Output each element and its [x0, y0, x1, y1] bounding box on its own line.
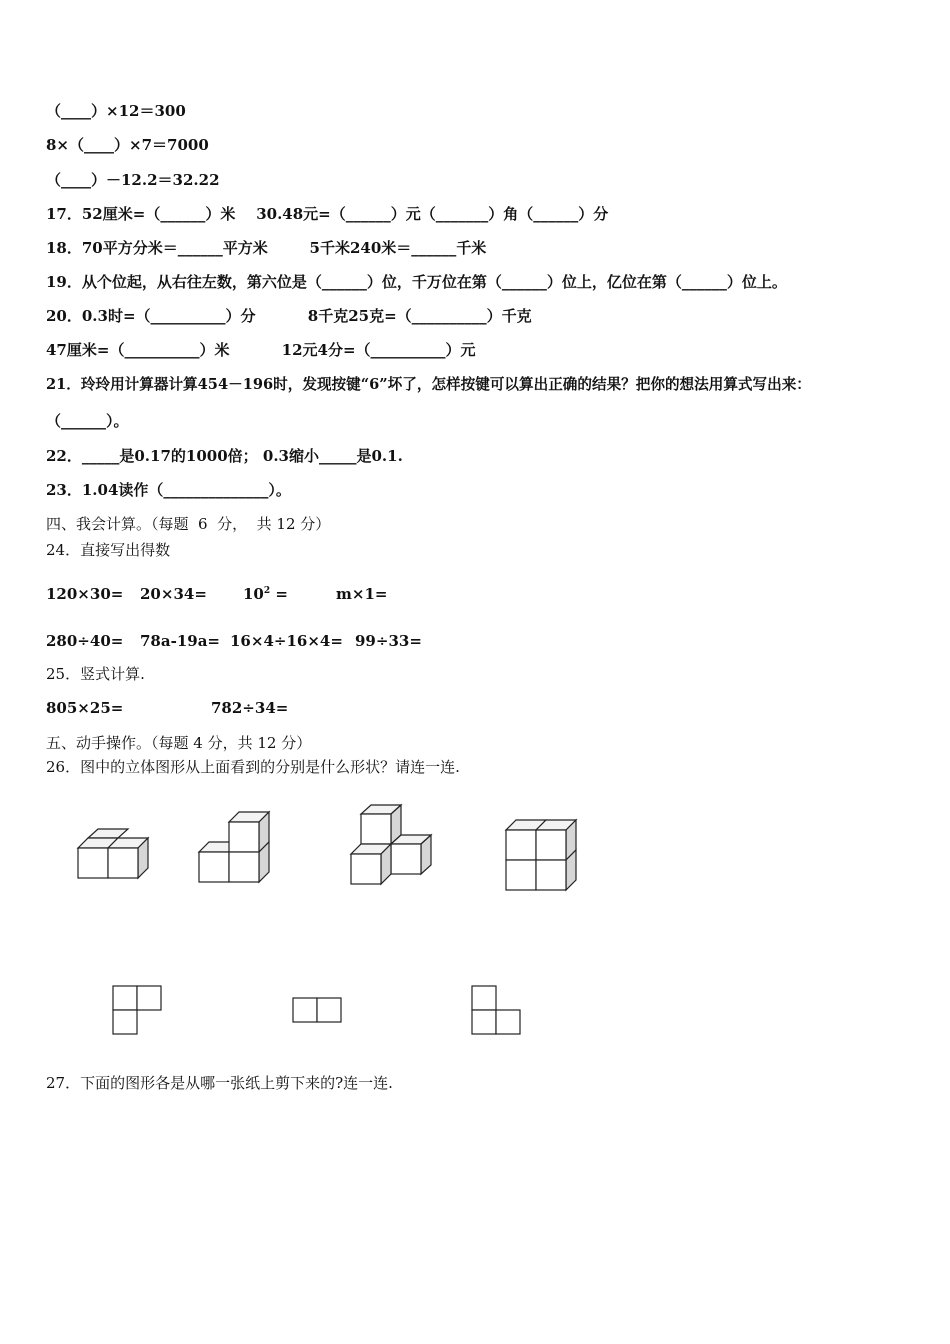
question-18: 18．70平方分米＝______平方米 5千米240米＝______千米	[46, 239, 487, 257]
section-4-heading: 四、我会计算。（每题 6 分， 共 12 分）	[46, 515, 331, 533]
calc-78a-19a: 78a-19a=	[140, 632, 220, 650]
calc-16x4-div: 16×4÷16×4=	[230, 632, 343, 650]
equation-line-3: （____）－12.2＝32.22	[46, 171, 220, 189]
question-19: 19．从个位起，从右往左数，第六位是（______）位，千万位在第（______）位上，亿位在第（______）位上。	[46, 273, 787, 291]
question-24: 24．直接写出得数	[46, 541, 171, 559]
solid-figure-1	[78, 829, 148, 878]
question-27: 27．下面的图形各是从哪一张纸上剪下来的?连一连.	[46, 1074, 393, 1092]
calc-805x25: 805×25=	[46, 699, 124, 717]
solid-figure-4	[506, 820, 576, 890]
calc-20x34: 20×34=	[140, 585, 207, 603]
calc-99-div-33: 99÷33=	[355, 632, 422, 650]
question-20: 20．0.3时=（__________）分 8千克25克=（__________）千克	[46, 307, 532, 325]
calc-280-div-40: 280÷40=	[46, 632, 124, 650]
question-21: 21．玲玲用计算器计算454－196时，发现按键“6”坏了，怎样按键可以算出正确的结果？把你的想法用算式写出来：	[46, 376, 811, 393]
calc-120x30: 120×30=	[46, 585, 124, 603]
calc-782-div-34: 782÷34=	[211, 699, 289, 717]
solid-figure-2	[199, 812, 269, 882]
top-view-1	[113, 986, 161, 1034]
equation-line-2: 8×（____）×7＝7000	[46, 136, 209, 154]
calc-m-times-1: m×1=	[336, 585, 388, 603]
question-26: 26．图中的立体图形从上面看到的分别是什么形状？请连一连.	[46, 758, 460, 776]
question-20-line-2: 47厘米=（__________）米 12元4分=（__________）元	[46, 341, 476, 359]
equation-line-1: （____）×12＝300	[46, 102, 186, 120]
question-21-answer: （______）。	[46, 412, 129, 430]
section-5-heading: 五、动手操作。（每题 4 分，共 12 分）	[46, 734, 312, 752]
top-view-2	[293, 998, 341, 1022]
question-17: 17．52厘米=（______）米 30.48元=（______）元（_______）角（______）分	[46, 205, 609, 223]
question-22: 22．_____是0.17的1000倍； 0.3缩小_____是0.1.	[46, 447, 403, 465]
top-view-3	[472, 986, 520, 1034]
question-25: 25．竖式计算.	[46, 665, 145, 683]
question-23: 23．1.04读作（______________）。	[46, 481, 291, 499]
solid-figure-3	[351, 805, 431, 884]
calc-10-squared: $10^2$ =	[243, 585, 288, 603]
cube-figures	[0, 790, 950, 1090]
